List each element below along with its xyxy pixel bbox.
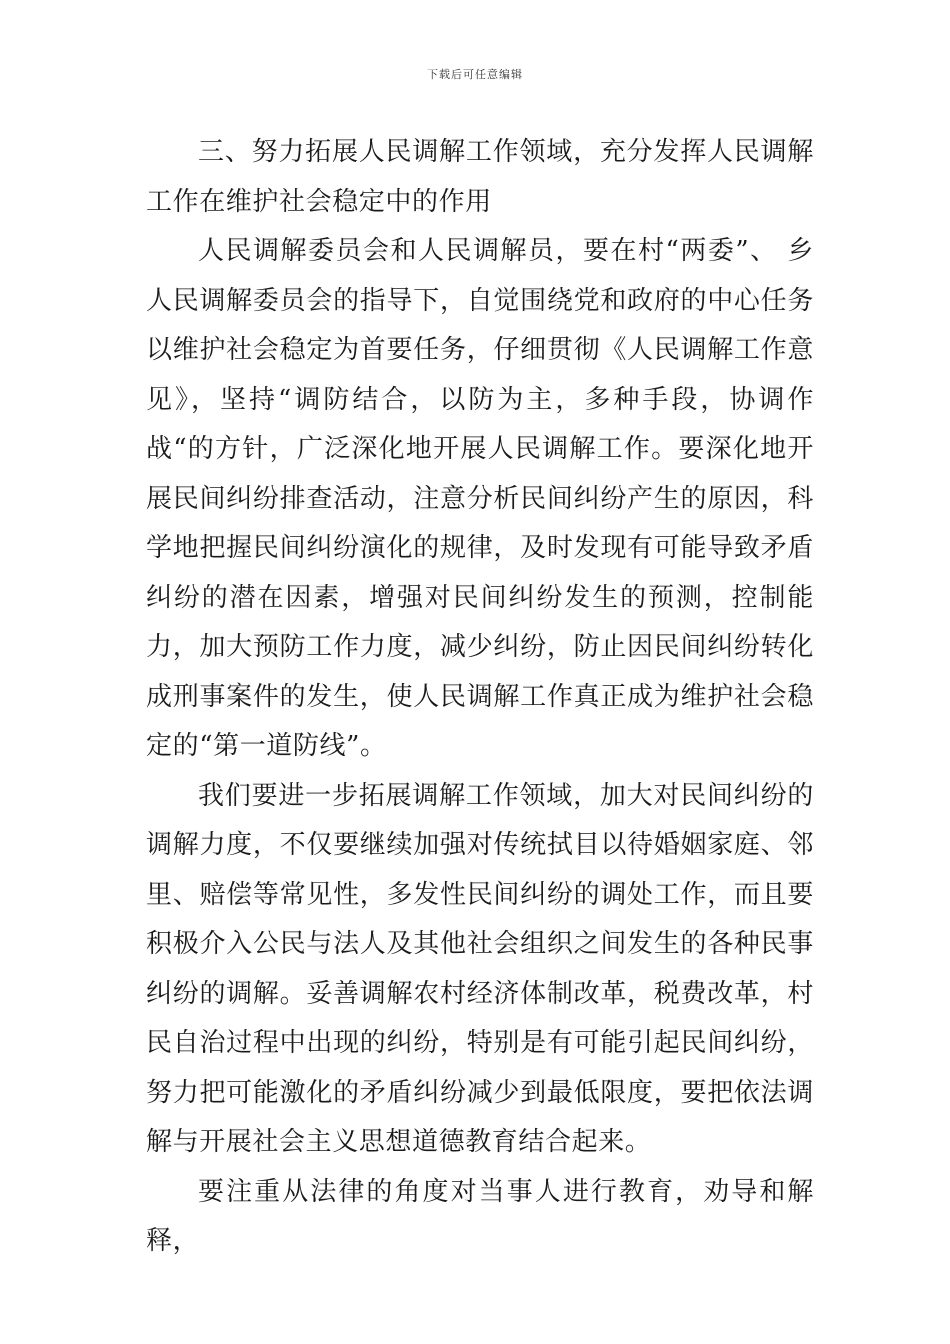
paragraph: 要注重从法律的角度对当事人进行教育，劝导和解释， <box>146 1176 814 1256</box>
paragraph: 人民调解委员会和人民调解员，要在村“两委”、 乡人民调解委员会的指导下，自觉围绕党和政府的中心任务以维护社会稳定为首要任务，仔细贯彻《人民调解工作意见》，坚持“调防结合，以防为主，多种手段，协调作战“的方针，广泛深化地开展人民调解工作。要深化地开展民间纠纷排查活动，注意分析民间纠纷产生的原因，科学地把握民间纠纷演化的规律，及时发现有可能导致矛盾纠纷的潜在因素，增强对民间纠纷发生的预测，控制能力，加大预防工作力度，减少纠纷，防止因民间纠纷转化成刑事案件的发生，使人民调解工作真正成为维护社会稳定的“第一道防线”。 <box>146 236 814 761</box>
section-heading: 三、努力拓展人民调解工作领域，充分发挥人民调解工作在维护社会稳定中的作用 <box>146 137 814 217</box>
paragraph: 我们要进一步拓展调解工作领域，加大对民间纠纷的调解力度，不仅要继续加强对传统拭目以待婚姻家庭、邻里、赔偿等常见性，多发性民间纠纷的调处工作，而且要积极介入公民与法人及其他社会组织之间发生的各种民事纠纷的调解。妥善调解农村经济体制改革，税费改革，村民自治过程中出现的纠纷，特别是有可能引起民间纠纷，努力把可能激化的矛盾纠纷减少到最低限度，要把依法调解与开展社会主义思想道德教育结合起来。 <box>146 780 814 1157</box>
document-body <box>146 128 814 1267</box>
page-header: 下载后可任意编辑 <box>427 68 523 81</box>
